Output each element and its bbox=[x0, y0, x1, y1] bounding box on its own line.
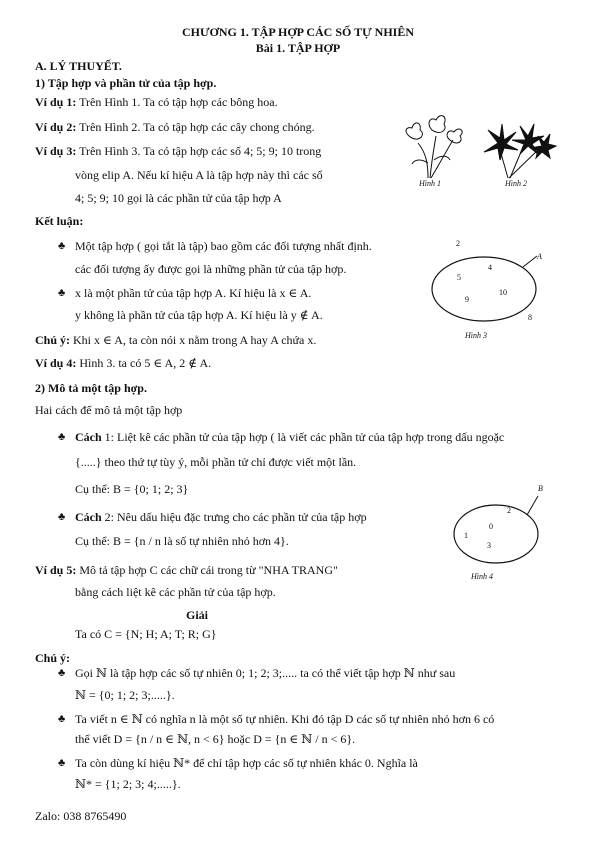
figure-3-element: 10 bbox=[499, 288, 507, 297]
note-set-d-line-1: Ta viết n ∈ ℕ có nghĩa n là một số tự nhiên. Khi đó tập D các số tự nhiên nhỏ hơn 6 có bbox=[75, 712, 495, 726]
figure-2-caption: Hình 2 bbox=[505, 179, 527, 188]
figure-3-element: 9 bbox=[465, 295, 469, 304]
way-2-example: Cụ thể: B = {n / n là số tự nhiên nhỏ hơn 4}. bbox=[75, 534, 289, 548]
note-n-star-line-2: ℕ* = {1; 2; 3; 4;.....}. bbox=[75, 777, 181, 791]
solution-label: Giải bbox=[186, 608, 209, 622]
section-a-heading: A. LÝ THUYẾT. bbox=[35, 59, 122, 73]
figure-3-outside-element: 8 bbox=[528, 313, 532, 322]
bullet-club-icon: ♣ bbox=[58, 667, 66, 679]
bullet-club-icon: ♣ bbox=[58, 713, 66, 725]
example-1-label: Ví dụ 1: bbox=[35, 95, 77, 109]
example-5 bbox=[35, 563, 338, 577]
conclusion-label: Kết luận: bbox=[35, 214, 84, 228]
note-1-label: Chú ý: bbox=[35, 333, 71, 347]
figure-3-set-label: A bbox=[537, 252, 542, 261]
bullet-club-icon: ♣ bbox=[58, 287, 66, 299]
example-5-line-1: Mô tả tập hợp C các chữ cái trong từ "NHA TRANG" bbox=[79, 563, 338, 577]
conclusion-bullet-2-line-1: x là một phần tử của tập hợp A. Kí hiệu là x ∈ A. bbox=[75, 286, 312, 300]
figure-4-element: 1 bbox=[464, 531, 468, 540]
example-3-line-3: 4; 5; 9; 10 gọi là các phần tử của tập hợp A bbox=[75, 191, 282, 205]
example-5-label: Ví dụ 5: bbox=[35, 563, 77, 577]
example-3-line-1: Trên Hình 3. Ta có tập hợp các số 4; 5; 9; 10 trong bbox=[79, 144, 322, 158]
conclusion-bullet-2-line-2: y không là phần tử của tập hợp A. Kí hiệu là y ∉ A. bbox=[75, 308, 323, 322]
example-2-text: Trên Hình 2. Ta có tập hợp các cây chong chóng. bbox=[79, 120, 315, 134]
example-3 bbox=[35, 144, 321, 158]
figure-4-element: 0 bbox=[489, 522, 493, 531]
example-5-line-2: bằng cách liệt kê các phần tử của tập hợp. bbox=[75, 585, 276, 599]
way-1 bbox=[75, 430, 504, 444]
solution-text: Ta có C = {N; H; A; T; R; G} bbox=[75, 627, 217, 641]
example-2 bbox=[35, 120, 315, 134]
way-2-label: Cách bbox=[75, 510, 102, 524]
example-4 bbox=[35, 356, 211, 370]
part2-heading: 2) Mô tả một tập hợp. bbox=[35, 381, 147, 395]
notes-label: Chú ý: bbox=[35, 651, 71, 665]
figure-4-caption: Hình 4 bbox=[471, 572, 493, 581]
conclusion-bullet-1-line-2: các đối tượng ấy được gọi là những phần tử của tập hợp. bbox=[75, 262, 347, 276]
figure-3-caption: Hình 3 bbox=[465, 331, 487, 340]
example-1-text: Trên Hình 1. Ta có tập hợp các bông hoa. bbox=[79, 95, 278, 109]
bullet-club-icon: ♣ bbox=[58, 511, 66, 523]
part1-heading: 1) Tập hợp và phần tử của tập hợp. bbox=[35, 76, 217, 90]
figure-3-outside-element: 2 bbox=[456, 239, 460, 248]
lesson-title: Bài 1. TẬP HỢP bbox=[255, 41, 341, 55]
example-3-label: Ví dụ 3: bbox=[35, 144, 77, 158]
set-a-ellipse-diagram bbox=[425, 250, 545, 330]
figure-4-element: 2 bbox=[507, 506, 511, 515]
way-1-label: Cách bbox=[75, 430, 102, 444]
figure-4-element: 3 bbox=[487, 541, 491, 550]
footer-contact: Zalo: 038 8765490 bbox=[35, 809, 127, 823]
note-1-text: Khi x ∈ A, ta còn nói x nằm trong A hay A chứa x. bbox=[73, 333, 317, 347]
way-1-example: Cụ thể: B = {0; 1; 2; 3} bbox=[75, 482, 189, 496]
note-n-star-line-1: Ta còn dùng kí hiệu ℕ* để chỉ tập hợp các số tự nhiên khác 0. Nghĩa là bbox=[75, 756, 418, 770]
conclusion-bullet-1-line-1: Một tập hợp ( gọi tắt là tập) bao gồm các đối tượng nhất định. bbox=[75, 239, 372, 253]
figure-3-element: 4 bbox=[488, 263, 492, 272]
figure-1-caption: Hình 1 bbox=[419, 179, 441, 188]
chapter-title: CHƯƠNG 1. TẬP HỢP CÁC SỐ TỰ NHIÊN bbox=[181, 25, 415, 39]
flowers-illustration bbox=[398, 108, 468, 180]
part2-intro: Hai cách để mô tả một tập hợp bbox=[35, 403, 183, 417]
example-4-text: Hình 3. ta có 5 ∈ A, 2 ∉ A. bbox=[79, 356, 212, 370]
way-1-line-1: 1: Liệt kê các phần tử của tập hợp ( là viết các phần tử của tập hợp trong dấu ngoặc bbox=[104, 430, 505, 444]
example-1 bbox=[35, 95, 278, 109]
way-2-line-1: 2: Nêu dấu hiệu đặc trưng cho các phần tử của tập hợp bbox=[104, 510, 367, 524]
example-3-line-2: vòng elip A. Nếu kí hiệu A là tập hợp này thì các số bbox=[75, 168, 323, 182]
bullet-club-icon: ♣ bbox=[58, 757, 66, 769]
figure-4-set-label: B bbox=[538, 484, 543, 493]
note-set-d-line-2: thể viết D = {n / n ∈ ℕ, n < 6} hoặc D = {n ∈ ℕ / n < 6}. bbox=[75, 732, 356, 746]
example-4-label: Ví dụ 4: bbox=[35, 356, 77, 370]
pinwheels-illustration bbox=[478, 118, 558, 180]
way-1-line-2: {.....} theo thứ tự tùy ý, mỗi phần tử chỉ được viết một lần. bbox=[75, 455, 357, 469]
bullet-club-icon: ♣ bbox=[58, 240, 66, 252]
bullet-club-icon: ♣ bbox=[58, 431, 66, 443]
note-1 bbox=[35, 333, 316, 347]
note-natural-line-1: Gọi ℕ là tập hợp các số tự nhiên 0; 1; 2; 3;..... ta có thể viết tập hợp ℕ như sau bbox=[75, 666, 456, 680]
example-2-label: Ví dụ 2: bbox=[35, 120, 77, 134]
way-2 bbox=[75, 510, 367, 524]
note-natural-line-2: ℕ = {0; 1; 2; 3;.....}. bbox=[75, 688, 175, 702]
figure-3-element: 5 bbox=[457, 273, 461, 282]
set-b-ellipse-diagram bbox=[448, 488, 548, 568]
